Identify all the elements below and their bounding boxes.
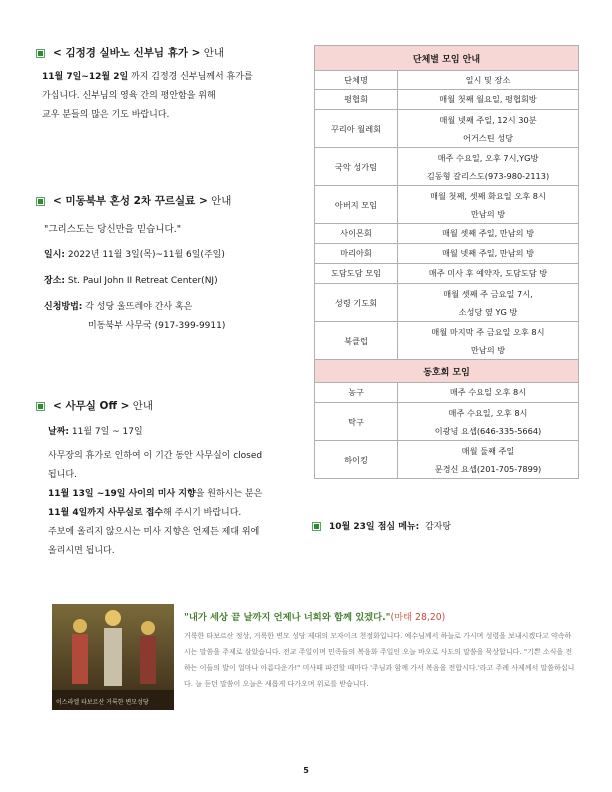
table-row: 꾸리아 월레회 매월 넷째 주일, 12시 30분 어거스틴 성당	[315, 110, 579, 148]
office-off-line: 올리시면 됩니다.	[48, 546, 115, 556]
green-square-bullet-icon	[36, 402, 45, 411]
office-off-line: 사무장의 휴가로 인하여 이 기간 동안 사무실이 closed	[48, 451, 263, 461]
office-off-title: < 사무실 Off > 안내	[36, 398, 311, 413]
table-row: 마리아회 매월 넷째 주일, 만남의 방	[315, 244, 579, 264]
cursillo-place: 장소: St. Paul John II Retreat Center(NJ)	[44, 276, 218, 286]
cursillo-date: 일시: 2022년 11월 3일(목)~11월 6일(주일)	[44, 250, 225, 260]
table-row: 북클럽 매월 마지막 주 금요일 오후 8시 만남의 방	[315, 322, 579, 360]
office-off-line: 11월 4일까지 사무실로 접수해 주시기 바랍니다.	[48, 508, 242, 518]
office-off-notice	[36, 398, 311, 561]
table-title: 단체별 모임 안내	[315, 46, 579, 71]
table-row: 평협회 매월 첫째 월요일, 평협회방	[315, 90, 579, 110]
vacation-notice	[36, 45, 306, 125]
green-square-bullet-icon	[312, 522, 321, 531]
office-off-date: 날짜: 11월 7일 ~ 17일	[48, 427, 143, 437]
table-row: 아버지 모임 매월 첫째, 셋째 화요일 오후 8시 만남의 방	[315, 186, 579, 224]
table-row: 탁구 매주 수요일, 오후 8시 이광녕 요셉(646-335-5664)	[315, 403, 579, 441]
green-square-bullet-icon	[36, 49, 45, 58]
office-off-line: 11월 13일 ~19일 사이의 미사 지향을 원하시는 분은	[48, 489, 263, 499]
vacation-line: 가십니다. 신부님의 영육 간의 평안함을 위해	[42, 91, 216, 101]
office-off-line: 됩니다.	[48, 470, 77, 480]
table-row: 사이몬회 매월 셋째 주일, 만남의 방	[315, 224, 579, 244]
scripture-quote: "내가 세상 끝 날까지 언제나 너희와 함께 있겠다."(마태 28,20)	[184, 612, 446, 623]
column-header-name: 단체명	[315, 71, 398, 90]
green-square-bullet-icon	[36, 197, 45, 206]
page-number: 5	[303, 766, 309, 775]
table-row: 하이킹 매월 둘째 주일 문경신 요셉(201-705-7899)	[315, 441, 579, 479]
vacation-notice-title: < 김정경 실바노 신부님 휴가 > 안내	[36, 45, 306, 60]
mosaic-description: 거룩한 타보르산 정상, 거룩한 변모 성당 제대의 모자이크 천정화입니다. 예수님께서 하늘로 가시며 성령을 보내시겠다고 약속하시는 말씀을 주제로 삼았습니다. 전교 주일이며 민족들의 복음화 주일인 오늘 바오로 사도의 말씀을 묵상합니다. "기쁜 소식을 전하는 이들의 발이 얼마나 아름다운가!" 미사때 파견할 때마다 '주님과 함께 가서 복음을 전합시다.'라고 주례 사제께서 말씀하십니다. 늘 듣던 말씀이 오늘은 새롭게 다가오며 위로를 받습니다.	[184, 632, 575, 688]
office-off-line: 주보에 올리지 않으시는 미사 지향은 언제든 제대 위에	[48, 527, 260, 537]
group-meetings-table	[314, 45, 579, 479]
table-subtitle: 동호회 모임	[315, 360, 579, 383]
vacation-line: 11월 7일~12월 2일 까지 김정경 신부님께서 휴가를	[42, 72, 253, 82]
cursillo-apply-contact: 미동북부 사무국 (917-399-9911)	[88, 321, 226, 331]
table-row: 도담도담 모임 매주 미사 후 예약자, 도담도담 방	[315, 264, 579, 284]
lunch-menu: 10월 23일 점심 메뉴: 감자탕	[312, 519, 451, 532]
table-row: 농구 매주 수요일 오후 8시	[315, 383, 579, 403]
table-row: 국악 성가팀 매주 수요일, 오후 7시,YG방 김동형 갈리스도(973-980-2113)	[315, 148, 579, 186]
cursillo-notice-title: < 미동북부 혼성 2차 꾸르실료 > 안내	[36, 193, 306, 208]
mosaic-image	[52, 604, 174, 710]
cursillo-apply: 신청방법: 각 성당 울뜨레야 간사 혹은	[44, 302, 193, 312]
table-row: 성령 기도회 매월 셋째 주 금요일 7시, 소성당 옆 YG 방	[315, 284, 579, 322]
cursillo-quote: "그리스도는 당신만을 믿습니다."	[44, 224, 182, 235]
image-caption: 이스라엘 타보르산 거룩한 변모성당	[56, 699, 149, 706]
cursillo-notice	[36, 193, 306, 336]
vacation-line: 교우 분들의 많은 기도 바랍니다.	[42, 110, 170, 120]
column-header-time-place: 일시 및 장소	[398, 71, 579, 90]
